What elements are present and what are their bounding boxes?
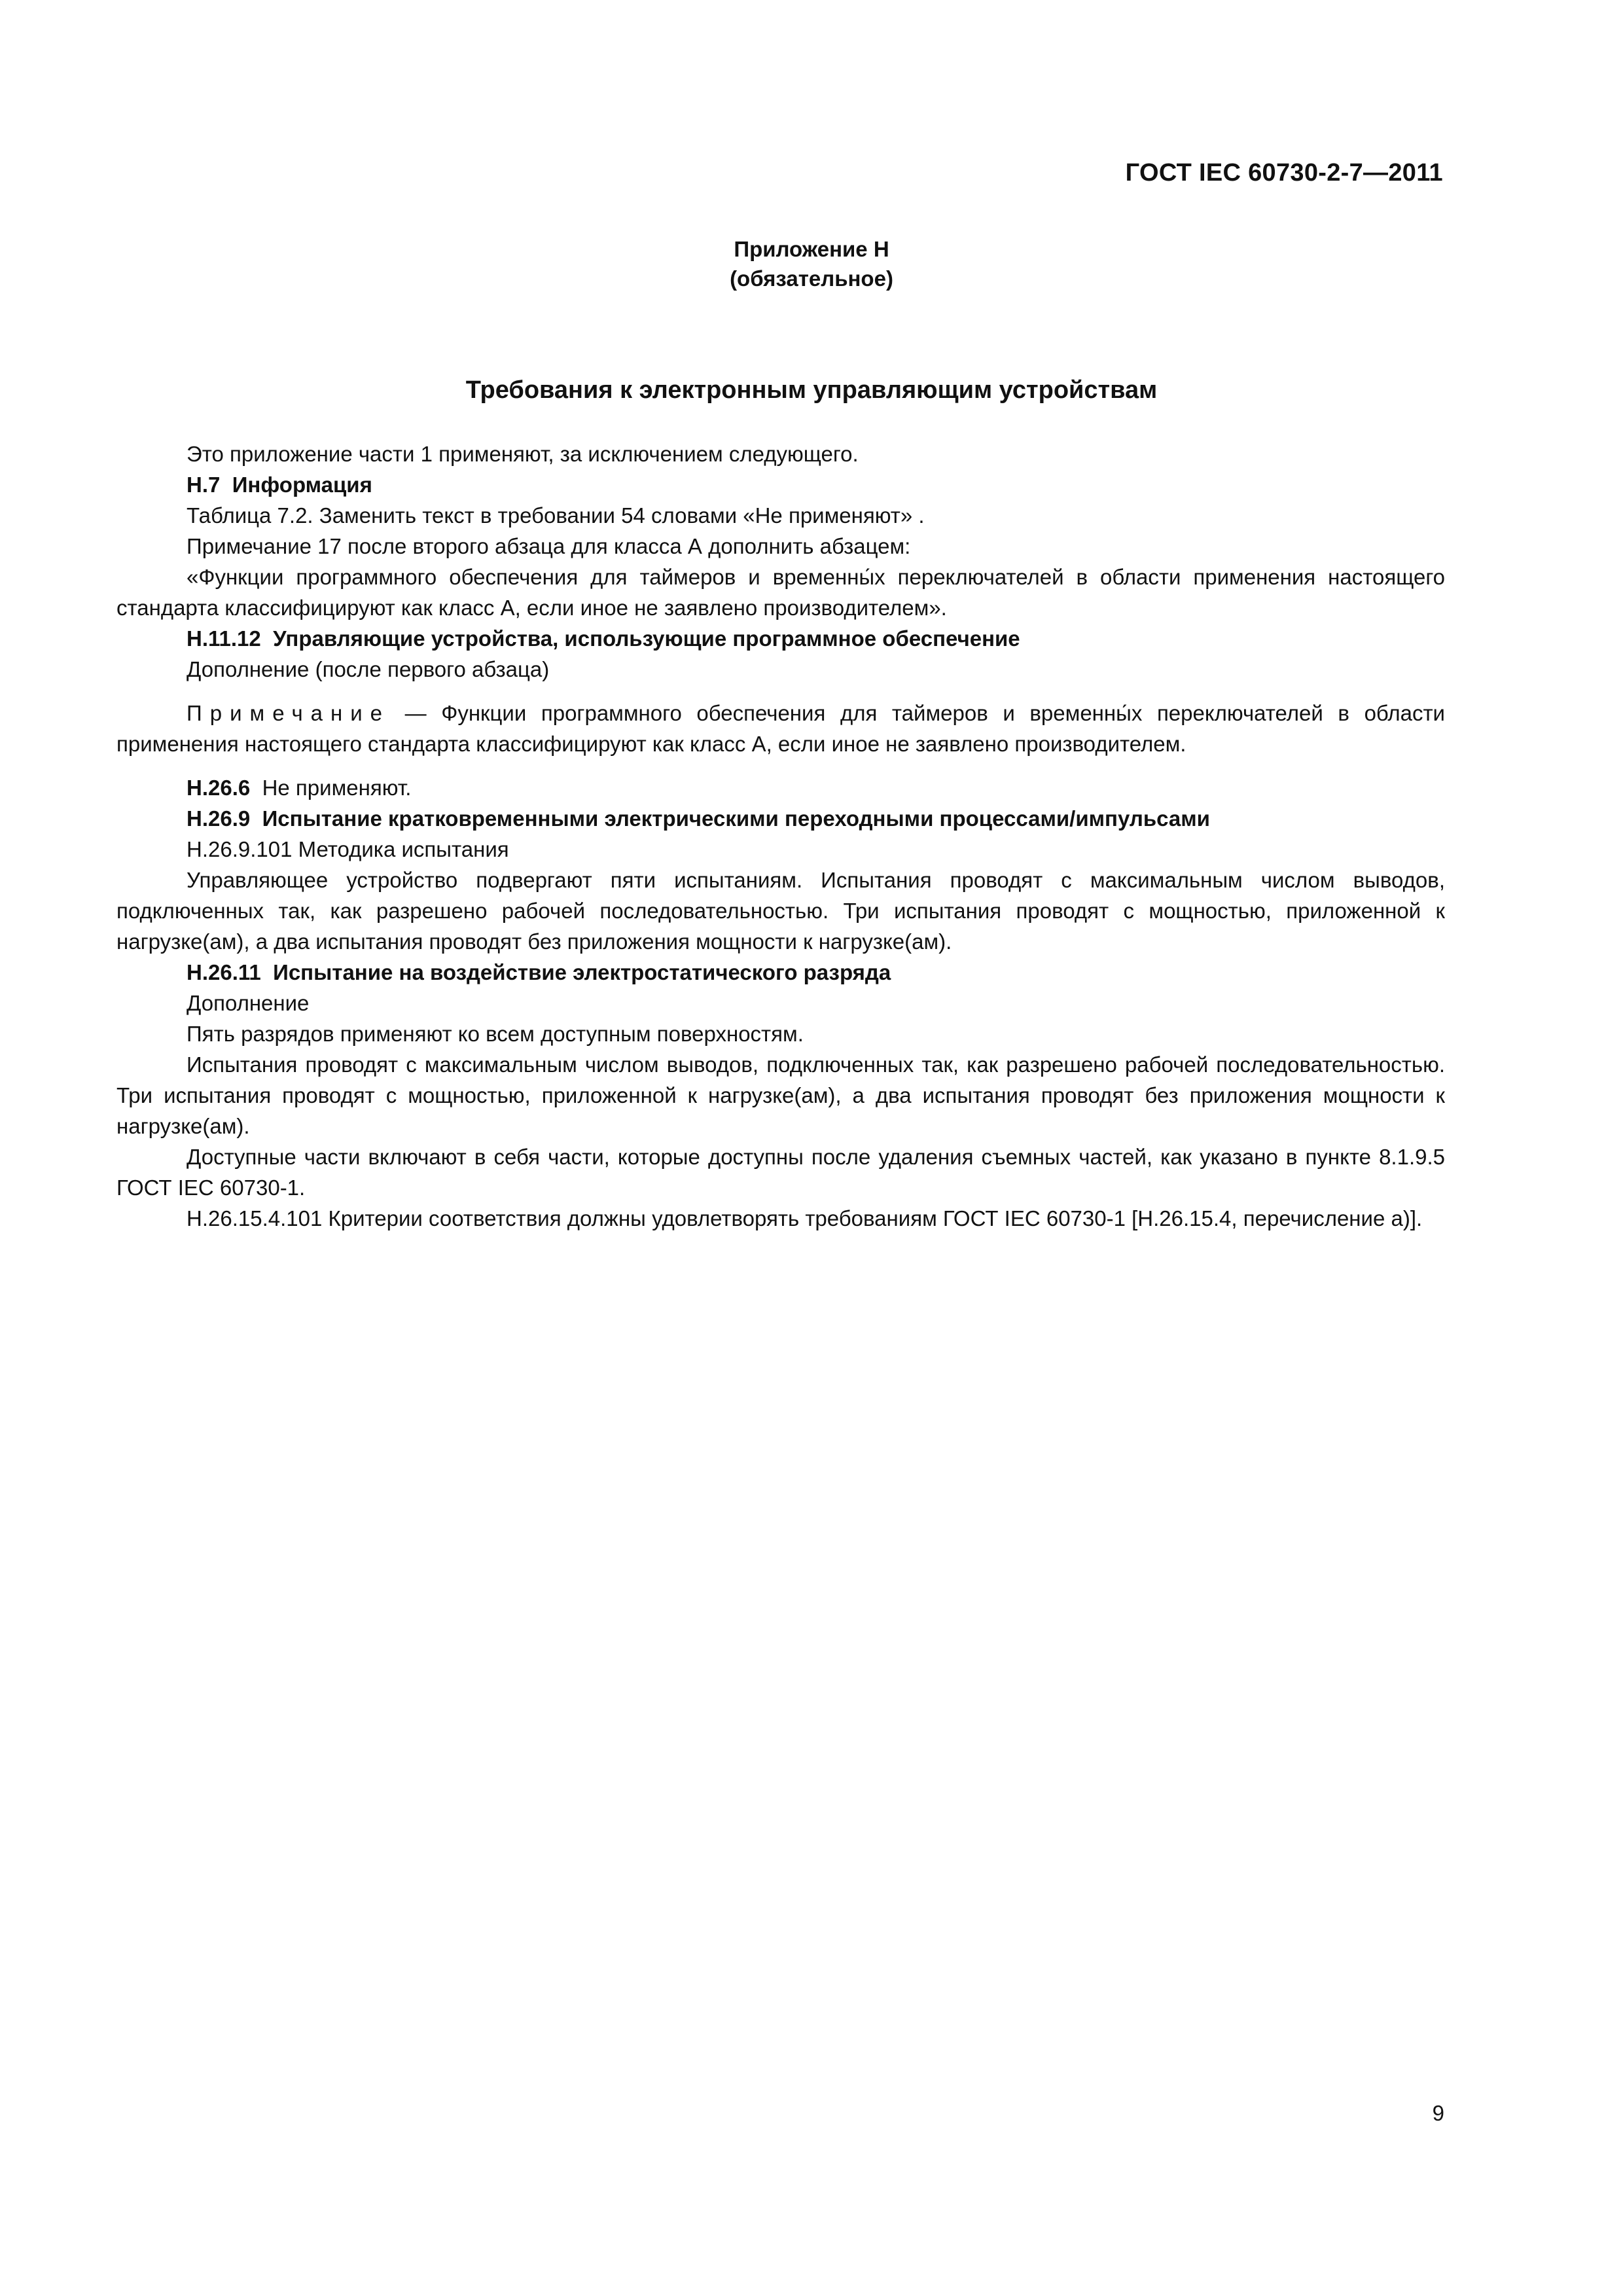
intro-paragraph: Это приложение части 1 применяют, за исключением следующего. <box>187 442 859 466</box>
page-number: 9 <box>1432 2101 1444 2125</box>
tests-paragraph: Испытания проводят с максимальным числом выводов, подключенных так, как разрешено рабочей последовательностью. Три испытания проводят с мощностью, приложенной к нагрузке(ам), а два испытания проводят без приложения мощности к нагрузке(ам). <box>116 1052 1445 1138</box>
accessible-parts-paragraph: Доступные части включают в себя части, которые доступны после удаления съемных частей, как указано в пункте 8.1.9.5 ГОСТ IEC 60730-1. <box>116 1145 1445 1200</box>
clause-h26-11 <box>116 957 1445 988</box>
clause-title: Информация <box>232 473 372 497</box>
clause-text: Не применяют. <box>262 776 412 800</box>
clause-h26-9 <box>116 803 1445 834</box>
addition-paragraph: Дополнение <box>187 991 310 1015</box>
clause-h26-6 <box>116 772 1445 803</box>
annex-label <box>0 234 1623 293</box>
clause-h26-9-101: Н.26.9.101 Методика испытания <box>187 837 509 861</box>
note-label: Примечание <box>187 701 391 725</box>
compliance-criteria-paragraph: Н.26.15.4.101 Критерии соответствия должны удовлетворять требованиям ГОСТ IEC 60730-1 [Н.26.15.4, перечисление а)]. <box>187 1206 1423 1230</box>
annex-heading: Требования к электронным управляющим устройствам <box>465 376 1158 404</box>
clause-h11-12 <box>116 623 1445 654</box>
table-7-2-paragraph: Таблица 7.2. Заменить текст в требовании 54 словами «Не применяют» . <box>187 503 925 528</box>
test-method-paragraph: Управляющее устройство подвергают пяти испытаниям. Испытания проводят с максимальным числом выводов, подключенных так, как разрешено рабочей последовательностью. Три испытания проводят с мощностью, приложенной к нагрузке(ам), а два испытания проводят без приложения мощности к нагрузке(ам). <box>116 868 1445 954</box>
clause-number: Н.26.6 <box>187 776 251 800</box>
clause-title: Испытание кратковременными электрическими переходными процессами/импульсами <box>262 806 1210 831</box>
clause-number: Н.11.12 <box>187 626 261 651</box>
note-17-paragraph: Примечание 17 после второго абзаца для класса А дополнить абзацем: <box>187 534 911 558</box>
clause-title: Испытание на воздействие электростатического разряда <box>273 960 891 984</box>
discharges-paragraph: Пять разрядов применяют ко всем доступным поверхностям. <box>187 1022 804 1046</box>
standard-designation: ГОСТ IEC 60730-2-7—2011 <box>1125 159 1443 187</box>
quoted-paragraph: «Функции программного обеспечения для таймеров и временны́х переключателей в области применения настоящего стандарта классифицируют как класс А, если иное не заявлено производителем». <box>116 565 1445 620</box>
annex-status: (обязательное) <box>730 266 893 291</box>
clause-number: Н.26.11 <box>187 960 261 984</box>
clause-h7 <box>116 469 1445 500</box>
annex-title: Приложение Н <box>734 237 889 261</box>
note-text: — Функции программного обеспечения для таймеров и временны́х переключателей в области применения настоящего стандарта классифицируют как класс А, если иное не заявлено производителем. <box>116 701 1445 756</box>
clause-title: Управляющие устройства, использующие программное обеспечение <box>273 626 1020 651</box>
clause-number: Н.26.9 <box>187 806 251 831</box>
document-body <box>116 439 1445 1234</box>
addition-after-first-paragraph: Дополнение (после первого абзаца) <box>187 657 550 681</box>
clause-number: Н.7 <box>187 473 221 497</box>
note-paragraph <box>116 698 1445 759</box>
